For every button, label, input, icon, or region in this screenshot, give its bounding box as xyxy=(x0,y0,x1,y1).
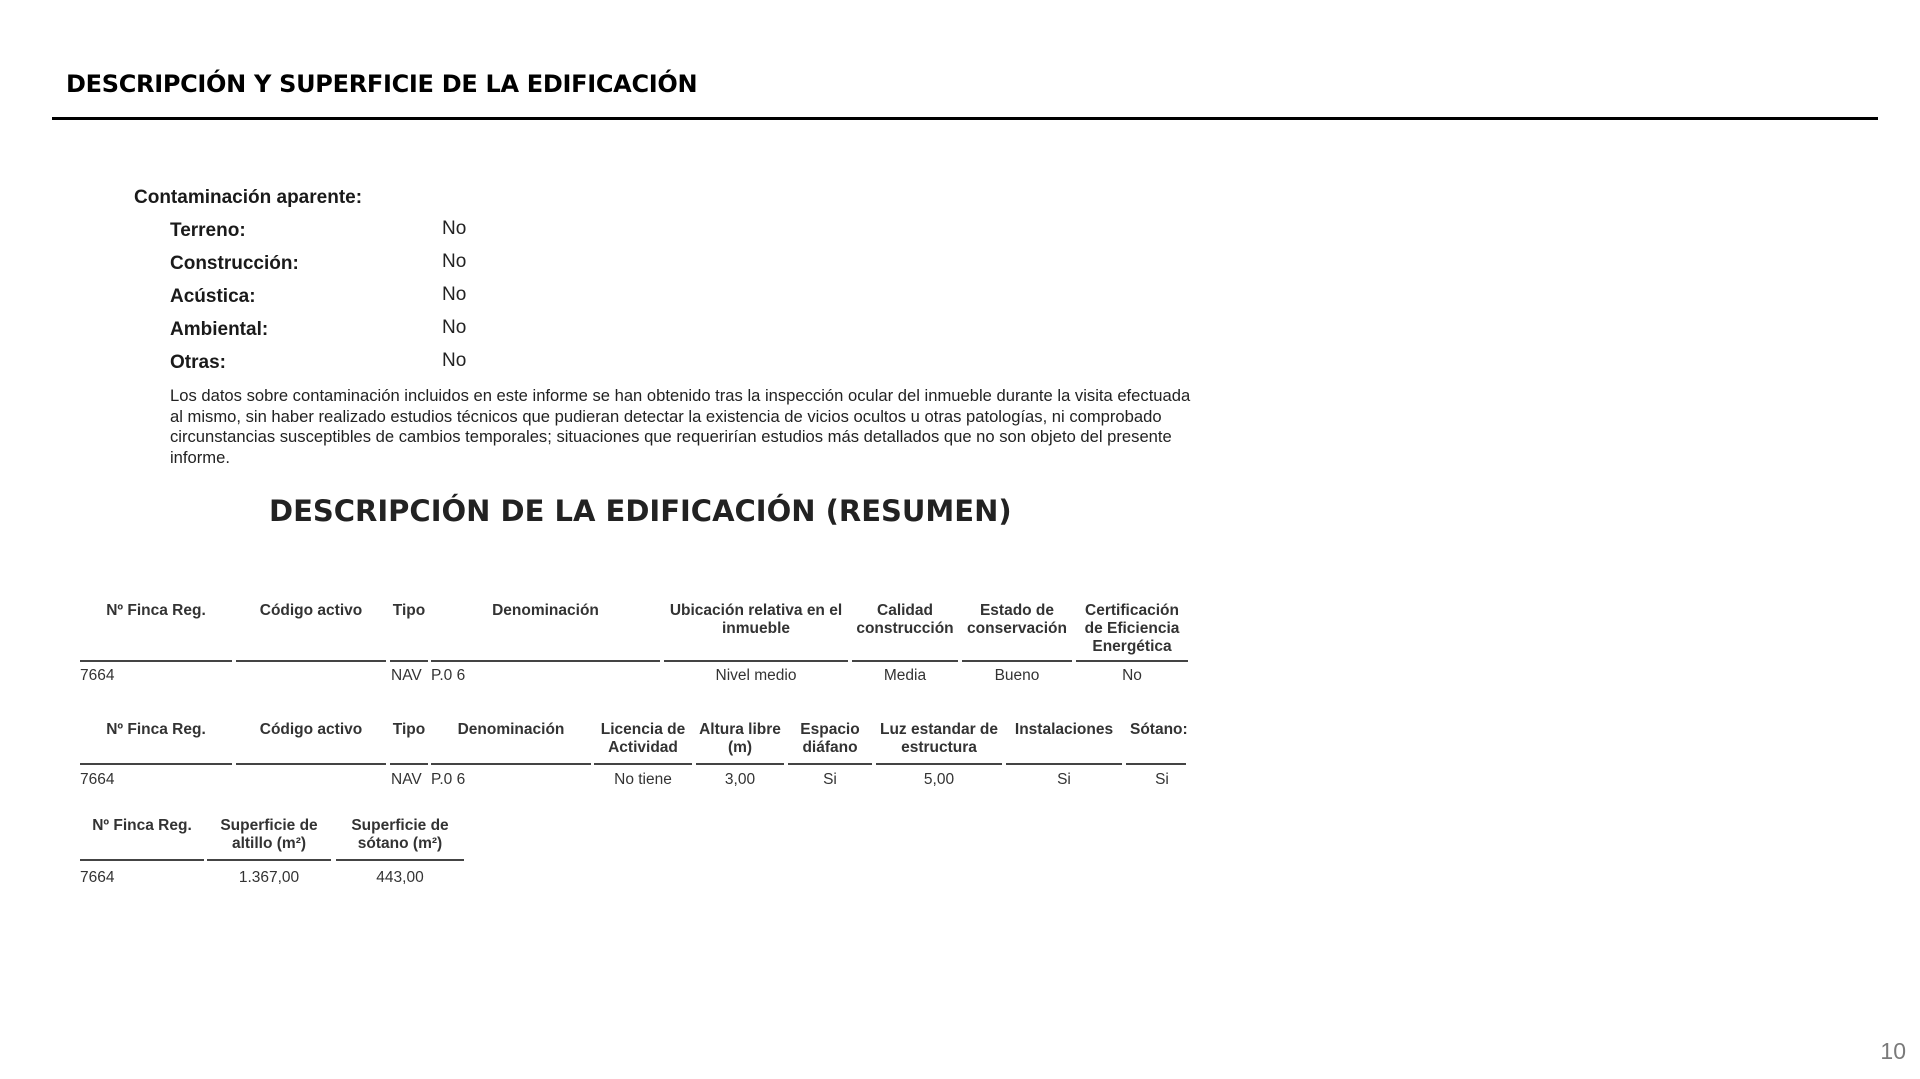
table-header: Instalaciones xyxy=(1006,721,1122,765)
table-cell: 7664 xyxy=(80,869,115,886)
contamination-value: No xyxy=(442,251,467,272)
contamination-disclaimer: Los datos sobre contaminación incluidos en este informe se han obtenido tras la inspección ocular del inmueble durante la visita efectuada al mismo, sin haber realizado estudios técnicos que pudieran detectar la existencia de vicios ocultos u otras patologías, ni comprobado circunstancias susceptibles de cambios temporales; situaciones que requerirían estudios más detallados que no son objeto del presente informe. xyxy=(170,386,1191,467)
table-header: Espacio diáfano xyxy=(788,721,872,765)
table-header: Calidad construcción xyxy=(852,602,958,662)
table-cell: NAV xyxy=(391,667,422,684)
table-header: Denominación xyxy=(431,721,591,765)
contamination-label: Otras: xyxy=(170,352,226,373)
table-cell: 443,00 xyxy=(376,869,424,886)
page-number: 10 xyxy=(1880,1038,1906,1064)
table-cell: 3,00 xyxy=(724,771,756,788)
table-header: Ubicación relativa en el inmueble xyxy=(664,602,848,662)
table-cell: Media xyxy=(883,667,927,684)
table-header: Tipo xyxy=(390,602,428,662)
table-cell: No xyxy=(1122,667,1142,684)
table-header: Superficie de altillo (m²) xyxy=(207,817,331,861)
contamination-value: No xyxy=(442,317,467,338)
contamination-label: Acústica: xyxy=(170,286,256,307)
table-cell: Si xyxy=(823,771,837,788)
title-divider xyxy=(52,117,1878,120)
contamination-label: Terreno: xyxy=(170,220,246,241)
table-cell: Bueno xyxy=(994,667,1040,684)
contamination-value: No xyxy=(442,218,467,239)
contamination-label: Ambiental: xyxy=(170,319,269,340)
table-header: Estado de conservación xyxy=(962,602,1072,662)
table-header: Luz estandar de estructura xyxy=(876,721,1002,765)
table-cell: Nivel medio xyxy=(715,667,797,684)
table-cell: Si xyxy=(1057,771,1071,788)
table-header: Nº Finca Reg. xyxy=(80,602,232,662)
table-header: Denominación xyxy=(431,602,660,662)
table-cell: Si xyxy=(1155,771,1169,788)
table-header: Nº Finca Reg. xyxy=(80,817,204,861)
table-header: Superficie de sótano (m²) xyxy=(336,817,464,861)
contamination-value: No xyxy=(442,284,467,305)
summary-title: DESCRIPCIÓN DE LA EDIFICACIÓN (RESUMEN) xyxy=(269,494,1012,528)
table-cell: 7664 xyxy=(80,771,115,788)
table-header: Sótano: xyxy=(1126,721,1186,765)
table-header: Tipo xyxy=(390,721,428,765)
table-cell: 5,00 xyxy=(923,771,955,788)
contamination-label: Construcción: xyxy=(170,253,299,274)
table-cell: 1.367,00 xyxy=(238,869,300,886)
table-header: Nº Finca Reg. xyxy=(80,721,232,765)
contamination-value: No xyxy=(442,350,467,371)
table-cell: P.0 6 xyxy=(431,667,466,684)
table-cell: 7664 xyxy=(80,667,115,684)
table-header: Código activo xyxy=(236,602,386,662)
table-header: Licencia de Actividad xyxy=(594,721,692,765)
table-header: Altura libre (m) xyxy=(696,721,784,765)
table-header: Código activo xyxy=(236,721,386,765)
table-header: Certificación de Eficiencia Energética xyxy=(1076,602,1188,662)
page-title: DESCRIPCIÓN Y SUPERFICIE DE LA EDIFICACIÓN xyxy=(66,70,698,98)
table-cell: P.0 6 xyxy=(431,771,466,788)
table-cell: NAV xyxy=(391,771,422,788)
contamination-heading: Contaminación aparente: xyxy=(134,187,363,208)
table-cell: No tiene xyxy=(614,771,672,788)
